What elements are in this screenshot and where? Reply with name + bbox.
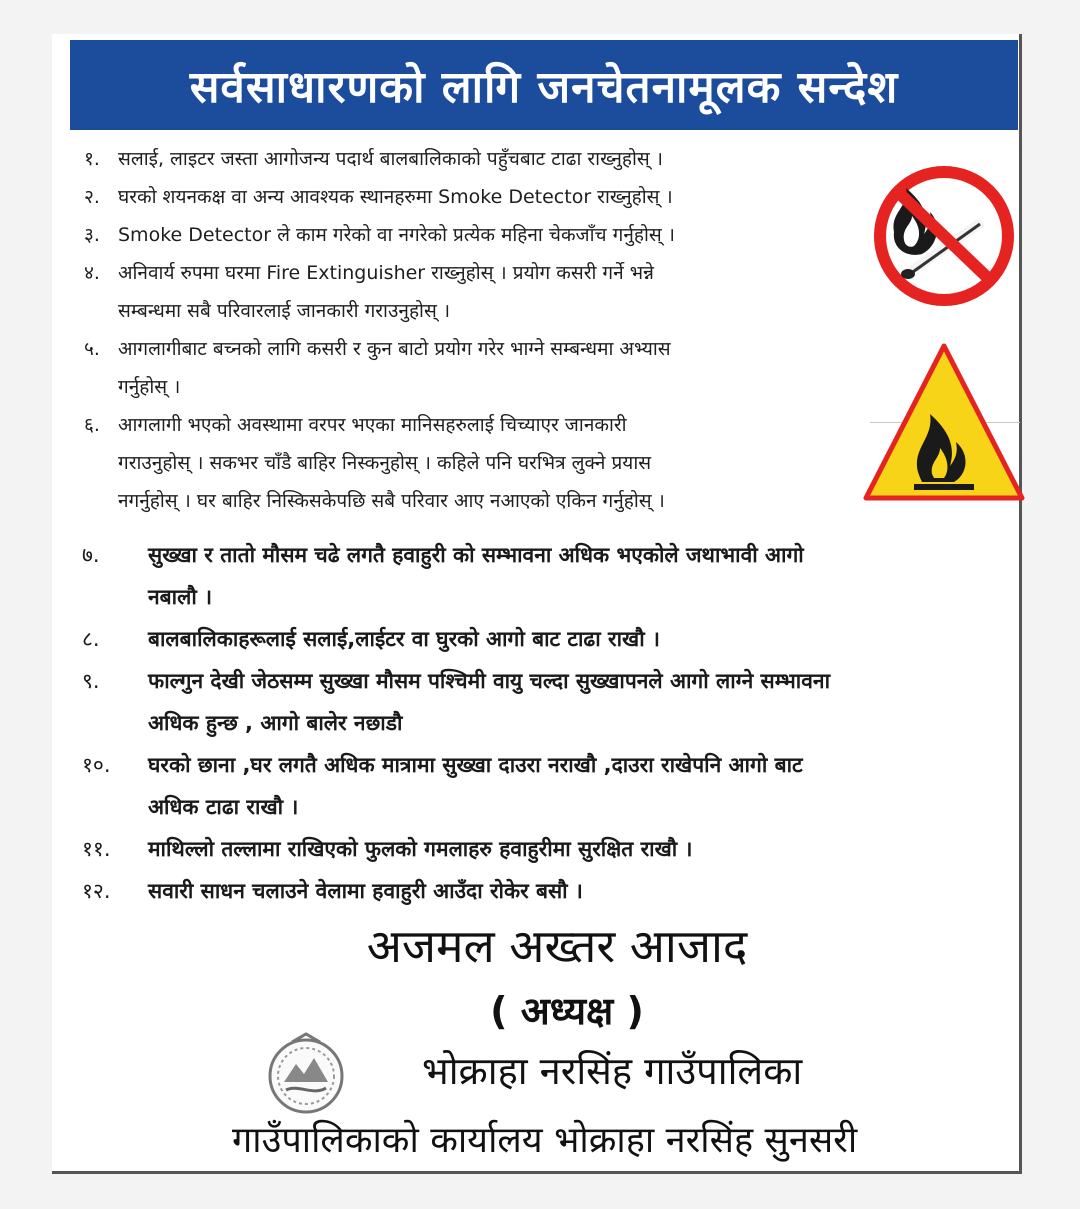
municipality-seal <box>258 1024 354 1120</box>
office-address: गाउँपालिकाको कार्यालय भोक्राहा नरसिंह सुनसरी <box>232 1120 858 1161</box>
list-item: ५. आगलागीबाट बच्नको लागि कसरी र कुन बाटो प्रयोग गरेर भाग्ने सम्बन्धमा अभ्यास गर्नुहोस् । <box>84 338 671 398</box>
flammable-warning-icon <box>860 338 1028 506</box>
list-item: ११. माथिल्लो तल्लामा राखिएको फुलको गमलाहरु हवाहुरीमा सुरक्षित राखौ । <box>82 837 693 861</box>
list-item: १०. घरको छाना ,घर लगतै अधिक मात्रामा सुख्खा दाउरा नराखौ ,दाउरा राखेपनि आगो बाट अधिक टाढा राखौ । <box>82 753 803 819</box>
upper-list <box>84 140 844 520</box>
banner <box>70 40 1018 130</box>
list-item: ९. फाल्गुन देखी जेठसम्म सुख्खा मौसम पश्चिमी वायु चल्दा सुख्खापनले आगो लाग्ने सम्भावना अधिक हुन्छ , आगो बालेर नछाडौ <box>82 669 831 735</box>
list-item: ६. आगलागी भएको अवस्थामा वरपर भएका मानिसहरुलाई चिच्याएर जानकारी गराउनुहोस् । सकभर चाँडै बाहिर निस्कनुहोस् । कहिले पनि घरभित्र लुक्ने प्रयास नगर्नुहोस् । घर बाहिर निस्किसकेपछि सबै परिवार आए नआएको एकिन गर्नुहोस् । <box>84 414 665 512</box>
list-item: ३. Smoke Detector ले काम गरेको वा नगरेको प्रत्येक महिना चेकजाँच गर्नुहोस् । <box>84 224 675 246</box>
municipality-name: भोक्राहा नरसिंह गाउँपालिका <box>422 1049 803 1093</box>
list-item: ४. अनिवार्य रुपमा घरमा Fire Extinguisher राख्नुहोस् । प्रयोग कसरी गर्ने भन्ने सम्बन्धमा सबै परिवारलाई जानकारी गराउनुहोस् । <box>84 262 654 322</box>
signatory-name: अजमल अख्तर आजाद <box>366 919 748 973</box>
lower-list <box>82 534 1012 912</box>
banner-title: सर्वसाधारणको लागि जनचेतनामूलक सन्देश <box>189 62 899 113</box>
upper-section <box>70 130 1018 522</box>
list-item: १२. सवारी साधन चलाउने वेलामा हवाहुरी आउँदा रोकेर बसौ । <box>82 879 583 903</box>
list-item: १. सलाई, लाइटर जस्ता आगोजन्य पदार्थ बालबालिकाको पहुँचबाट टाढा राख्नुहोस् । <box>84 148 663 170</box>
no-fire-matches-icon <box>870 162 1018 310</box>
list-item: २. घरको शयनकक्ष वा अन्य आवश्यक स्थानहरुमा Smoke Detector राख्नुहोस् । <box>84 186 673 208</box>
list-item: ७. सुख्खा र तातो मौसम चढे लगतै हवाहुरी को सम्भावना अधिक भएकोले जथाभावी आगो नबालौ । <box>82 543 804 609</box>
notice-sheet <box>52 34 1022 1174</box>
list-item: ८. बालबालिकाहरूलाई सलाई,लाईटर वा घुरको आगो बाट टाढा राखौ । <box>82 627 660 651</box>
signatory-role: ( अध्यक्ष ) <box>490 989 644 1033</box>
